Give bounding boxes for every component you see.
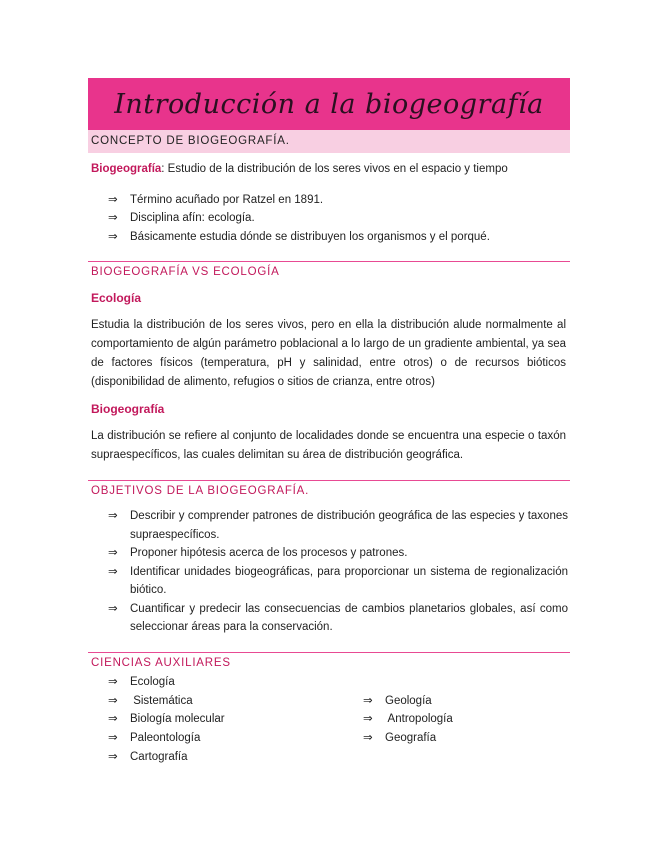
list-item [108,211,255,225]
arrow-icon: ⇒ [108,602,118,615]
list-item [108,731,200,745]
subheading-biogeografia: Biogeografía [91,402,165,416]
list-item [108,600,568,637]
arrow-icon: ⇒ [108,695,118,707]
arrow-icon: ⇒ [108,732,118,744]
definition-term: Biogeografía [91,163,162,175]
arrow-icon: ⇒ [363,713,373,725]
section-divider [88,652,570,653]
list-item-text: Proponer hipótesis acerca de los procesos y patrones. [130,547,408,559]
paragraph-biogeografia: La distribución se refiere al conjunto de localidades donde se encuentra una especie o taxón supraespecíficos, las cuales delimitan su área de distribución geográfica. [91,430,566,461]
arrow-icon: ⇒ [108,212,118,224]
list-item-text: Término acuñado por Ratzel en 1891. [130,194,324,206]
arrow-icon: ⇒ [108,676,118,688]
arrow-icon: ⇒ [108,510,118,522]
objetivos-list [108,507,568,637]
list-item [108,675,175,689]
paragraph-ecologia: Estudia la distribución de los seres vivos, pero en ella la distribución alude normalmente al comportamiento de algún parámetro poblacional a lo largo de un gradiente ambiental, ya sea de factores físicos (temperatura, pH y salinidad, entre otros) o de recursos bióticos (disponibilidad de alimento, refugios o sitios de crianza, entre otros) [91,319,566,388]
list-item [108,507,568,544]
page-title: Introducción a la biogeografía [114,88,544,120]
list-item [108,750,188,764]
list-item-text: Biología molecular [130,713,225,725]
list-item [108,230,490,244]
definition-line [91,162,508,176]
arrow-icon: ⇒ [108,713,118,725]
list-item-text: Paleontología [130,732,201,744]
arrow-icon: ⇒ [363,695,373,707]
arrow-icon: ⇒ [108,547,118,559]
section-heading-vs: BIOGEOGRAFÍA VS ECOLOGÍA [91,266,280,278]
arrow-icon: ⇒ [108,565,118,578]
section-divider [88,261,570,262]
list-item-text: Geografía [385,732,437,744]
list-item-text: Cuantificar y predecir las consecuencias de cambios planetarios globales, así como seleccionar áreas para la conservación. [130,602,568,633]
arrow-icon: ⇒ [363,732,373,744]
list-item [108,694,193,708]
list-item [363,694,432,708]
list-item-text: Geología [385,695,432,707]
section-divider [88,480,570,481]
list-item-text: Básicamente estudia dónde se distribuyen los organismos y el porqué. [130,231,490,243]
list-item-text: Sistemática [130,695,193,707]
list-item-text: Antropología [385,713,453,725]
list-item-text: Cartografía [130,751,188,763]
section-heading-objetivos: OBJETIVOS DE LA BIOGEOGRAFÍA. [91,485,310,497]
list-item [363,731,436,745]
title-banner [88,78,570,130]
definition-text: : Estudio de la distribución de los seres vivos en el espacio y tiempo [161,163,508,175]
list-item-text: Describir y comprender patrones de distribución geográfica de las especies y taxones supraespecíficos. [130,510,568,541]
list-item-text: Identificar unidades biogeográficas, para proporcionar un sistema de regionalización biótico. [130,565,568,596]
list-item [108,544,568,563]
list-item-text: Disciplina afín: ecología. [130,212,255,224]
section-heading-ciencias: CIENCIAS AUXILIARES [91,657,231,669]
list-item-text: Ecología [130,676,175,688]
arrow-icon: ⇒ [108,194,118,206]
list-item [108,563,568,600]
list-item [108,193,323,207]
list-item [363,712,453,726]
arrow-icon: ⇒ [108,751,118,763]
arrow-icon: ⇒ [108,231,118,243]
list-item [108,712,225,726]
section-heading-concepto: CONCEPTO DE BIOGEOGRAFÍA. [91,135,290,147]
subheading-ecologia: Ecología [91,291,142,305]
